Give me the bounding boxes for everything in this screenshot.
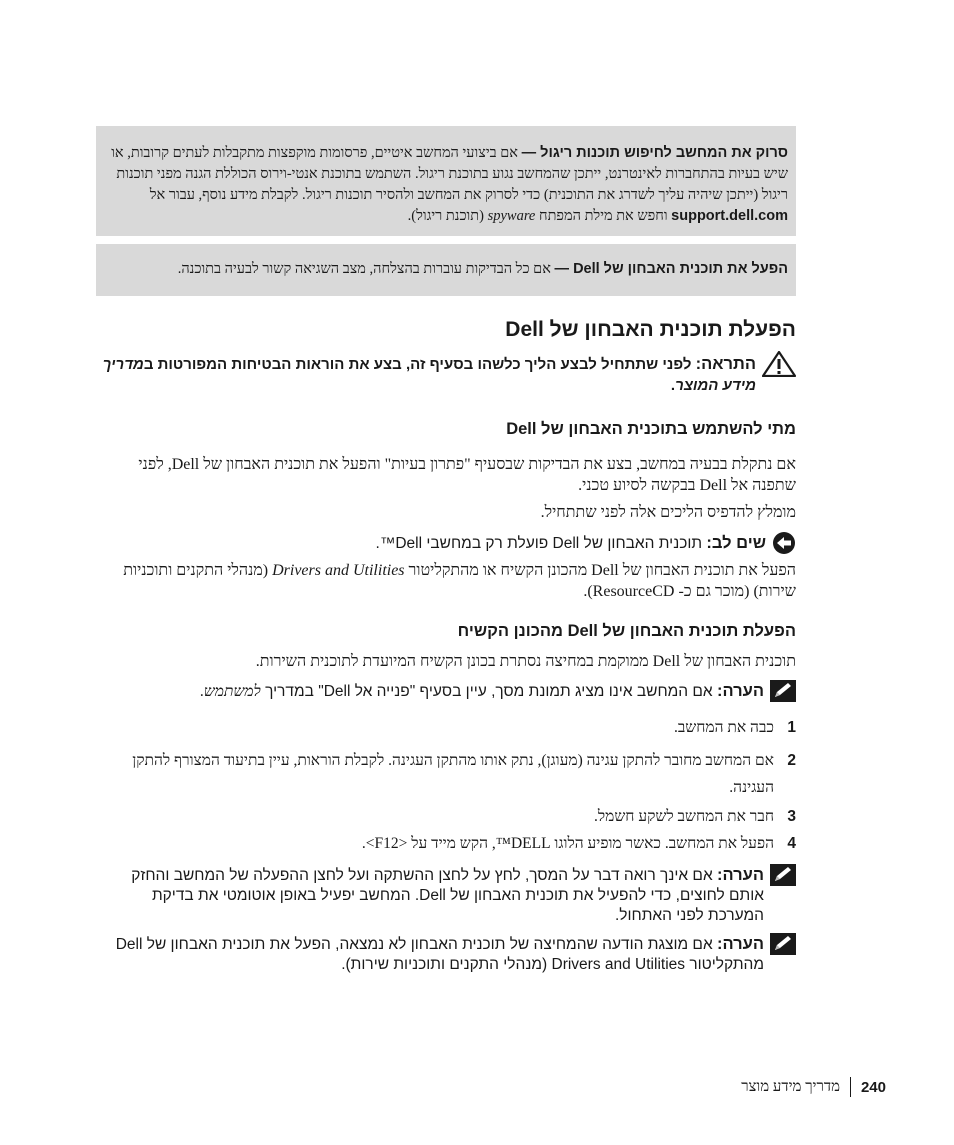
spyware-keyword: spyware <box>487 208 536 224</box>
page-footer <box>700 1076 886 1098</box>
note3-label: הערה: <box>716 935 764 953</box>
step-item <box>100 803 796 830</box>
spyware-tip-box <box>96 126 796 236</box>
footer-title: מדריך מידע מוצר <box>741 1078 840 1095</box>
warning-block <box>100 351 796 396</box>
note1-end: . <box>199 683 204 700</box>
notice-block <box>100 531 796 555</box>
warning-triangle-icon <box>762 351 796 377</box>
step-number: 3 <box>787 808 796 825</box>
subheading-hard-drive: הפעלת תוכנית האבחון של Dell מהכונן הקשיח <box>457 622 796 640</box>
step-item <box>100 714 796 741</box>
paragraph-hidden-partition: תוכנית האבחון של Dell ממוקמת במחיצה נסתרת בכונן הקשיח המיועדת לתוכנית השירות. <box>255 653 796 670</box>
step-number: 1 <box>787 719 796 736</box>
spyware-tip-title: סרוק את המחשב לחיפוש תוכנות ריגול — <box>521 145 788 161</box>
notice-text: תוכנית האבחון של Dell פועלת רק במחשבי Dell™. <box>375 535 707 552</box>
page-number: 240 <box>860 1078 886 1096</box>
warning-end: . <box>670 377 676 394</box>
support-site-link[interactable]: support.dell.com <box>671 208 788 224</box>
step-text: הפעל את המחשב. כאשר מופיע הלוגו DELL™, הקש מייד על <F12>. <box>361 835 774 852</box>
warning-label: התראה: <box>695 355 756 373</box>
footer-divider <box>850 1077 851 1097</box>
run-from-text2: (מנהלי התקנים ותוכניות שירות) (מוכר גם כ- ResourceCD). <box>123 562 796 600</box>
run-diagnostics-tip-title: הפעל את תוכנית האבחון של Dell — <box>554 261 788 277</box>
pencil-note-icon <box>770 933 796 955</box>
run-diagnostics-tip-text: אם כל הבדיקות עוברות בהצלחה, מצב השגיאה קשור לבעיה בתוכנה. <box>177 261 555 277</box>
step-number: 2 <box>787 752 796 769</box>
note2-label: הערה: <box>716 866 764 884</box>
spyware-tip-text2: וחפש את מילת המפתח <box>535 208 672 224</box>
note-block-1 <box>100 680 796 702</box>
arrow-notice-icon <box>772 531 796 555</box>
drivers-utilities-title: Drivers and Utilities <box>272 562 405 579</box>
note1-guide-title: למשתמש <box>203 683 261 700</box>
spyware-tip-text3: (תוכנת ריגול). <box>407 208 488 224</box>
step-item <box>100 830 796 857</box>
note3-text: אם מוצגת הודעה שהמחיצה של תוכנית האבחון לא נמצאה, הפעל את תוכנית האבחון של Dell מהתקליטור Drivers and Utilities (מנהלי התקנים ותוכניות שירות). <box>115 936 764 973</box>
note-block-3 <box>100 933 796 975</box>
step-text: אם המחשב מחובר להתקן עגינה (מעוגן), נתק אותו מהתקן העגינה. לקבלת הוראות, עיין בתיעוד המצורף להתקן העגינה. <box>132 752 774 796</box>
step-text: חבר את המחשב לשקע חשמל. <box>594 808 774 825</box>
paragraph-run-from <box>100 560 796 602</box>
section-heading: הפעלת תוכנית האבחון של Dell <box>505 318 796 341</box>
steps-list <box>100 714 796 857</box>
spyware-tip-text: אם ביצועי המחשב איטיים, פרסומות מוקפצות מתקבלות לעתים קרובות, או שיש בעיות בהתחברות לאינטרנט, ייתכן שהמחשב נגוע בתוכנת ריגול. השתמש בתוכנת אנטי-וירוס הכוללת הגנה מפני תוכנות ריגול (ייתכן שיהיה עליך לשדרג את התוכנית) כדי לסרוק את המחשב ולהסיר תוכנות ריגול. לקבלת מידע נוסף, עבור אל <box>111 145 788 203</box>
note-block-2 <box>100 864 796 926</box>
subheading-when-to-use: מתי להשתמש בתוכנית האבחון של Dell <box>506 420 796 438</box>
note1-text: אם המחשב אינו מציג תמונת מסך, עיין בסעיף "פנייה אל Dell" במדריך <box>260 683 717 700</box>
warning-text: לפני שתתחיל לבצע הליך כלשהו בסעיף זה, בצע את הוראות הבטיחות המפורטות ב <box>143 356 696 373</box>
pencil-note-icon <box>770 864 796 886</box>
paragraph-when-to-use: אם נתקלת בבעיה במחשב, בצע את הבדיקות שבסעיף "פתרון בעיות" והפעל את תוכנית האבחון של Dell, לפני שתפנה אל Dell בבקשה לסיוע טכני. <box>138 456 796 494</box>
note2-text: אם אינך רואה דבר על המסך, לחץ על לחצן ההשתקה ועל לחצן ההפעלה של המחשב והחזק אותם לחוצים, כדי להפעיל את תוכנית האבחון של Dell. המחשב יפעיל באופן אוטומטי את בדיקת המערכת לפני האתחול. <box>131 867 764 924</box>
run-from-text: הפעל את תוכנית האבחון של Dell מהכונן הקשיח או מהתקליטור <box>404 562 796 579</box>
paragraph-print-recommendation: מומלץ להדפיס הליכים אלה לפני שתתחיל. <box>540 504 796 521</box>
step-item <box>100 747 796 801</box>
note1-label: הערה: <box>716 682 764 700</box>
pencil-note-icon <box>770 680 796 702</box>
warning-guide-title: מדריך מידע המוצר <box>102 356 756 394</box>
run-diagnostics-tip-box <box>96 244 796 296</box>
notice-label: שים לב: <box>706 534 766 552</box>
step-text: כבה את המחשב. <box>673 719 774 736</box>
step-number: 4 <box>787 835 796 852</box>
